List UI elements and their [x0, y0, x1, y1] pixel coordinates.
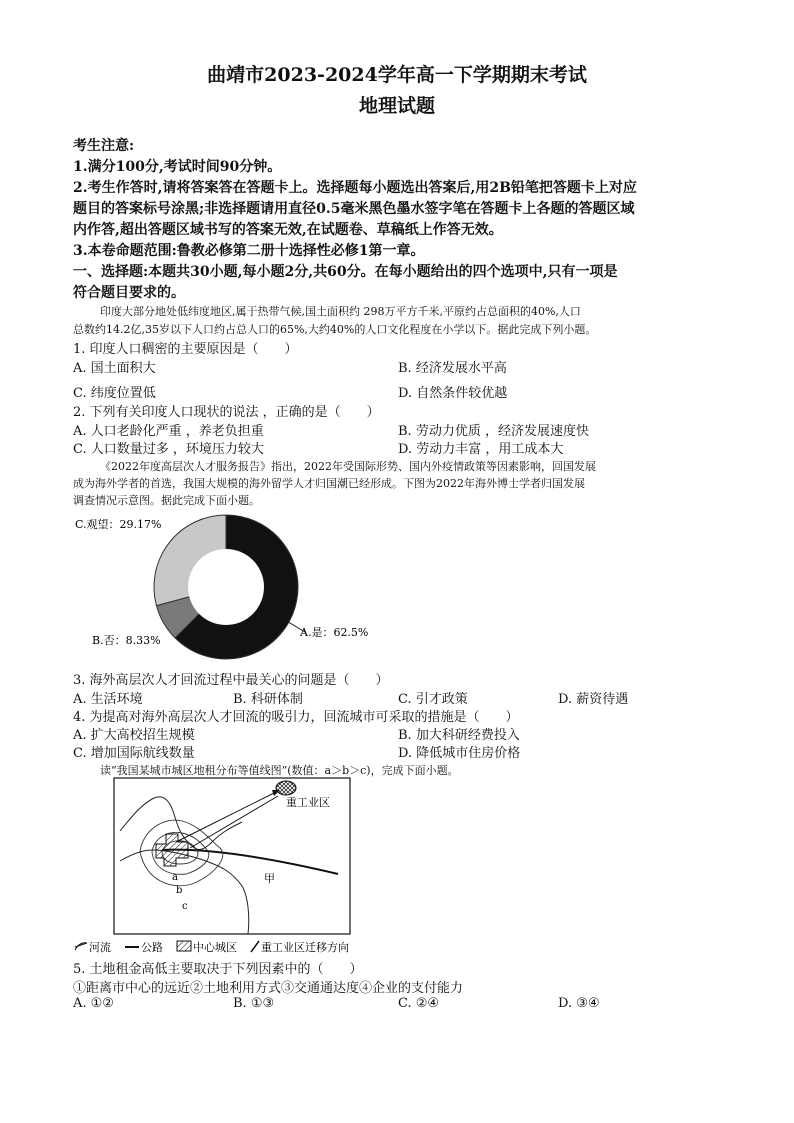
section-heading: 一、选择题:本题共30小题,每小题2分,共60分。在每小题给出的四个选项中,只有一项是: [73, 264, 618, 280]
notice-item: 1.满分100分,考试时间90分钟。: [73, 159, 282, 175]
passage-text: 读“我国某城市城区地租分布等值线图”(数值：a＞b＞c)，完成下面小题。: [100, 764, 459, 777]
contour-label-b: b: [176, 885, 183, 896]
option: B. 加大科研经费投入: [398, 728, 520, 743]
donut-hole: [188, 549, 264, 625]
legend-river: 河流: [89, 941, 111, 954]
option: C. ②④: [398, 996, 440, 1011]
migration-arrow: [190, 796, 278, 848]
passage-text: 调查情况示意图。据此完成下面小题。: [73, 494, 260, 507]
option: C. 人口数量过多 ，环境压力较大: [73, 442, 264, 457]
option: A. 国土面积大: [73, 361, 156, 376]
slice-label-c: C.观望：29.17%: [75, 518, 162, 531]
road-label: 甲: [264, 872, 275, 885]
river-main: [120, 850, 249, 934]
legend-migration: 重工业区迁移方向: [261, 941, 349, 954]
migration-legend-icon: [251, 941, 259, 952]
option: A. 扩大高校招生规模: [73, 728, 195, 743]
map-legend: [73, 938, 393, 956]
migration-arrow: [176, 792, 276, 842]
option: A. ①②: [73, 996, 114, 1011]
notice-item: 题目的答案标号涂黑;非选择题请用直径0.5毫米黑色墨水签字笔在答题卡上各题的答题区域: [73, 201, 635, 217]
passage-text: 总数约14.2亿,35岁以下人口约占总人口的65%,大约40%的人口文化程度在小学以下。据此完成下列小题。: [73, 323, 597, 336]
exam-subtitle: 地理试题: [358, 95, 435, 117]
option: D. 薪资待遇: [558, 692, 629, 707]
legend-road: 公路: [141, 941, 163, 954]
notice-item: 2.考生作答时,请将答案答在答题卡上。选择题每小题选出答案后,用2B铅笔把答题卡上对应: [73, 180, 637, 196]
question-factors: ①距离市中心的远近②土地利用方式③交通通达度④企业的支付能力: [73, 981, 464, 996]
option: D. 劳动力丰富 ，用工成本大: [398, 442, 564, 457]
option: C. 增加国际航线数量: [73, 746, 195, 761]
option: C. 纬度位置低: [73, 386, 156, 401]
question-stem: 2. 下列有关印度人口现状的说法 ，正确的是（ ）: [73, 405, 380, 420]
central-district-legend-icon: [177, 941, 191, 951]
donut-chart: [70, 510, 390, 670]
heavy-industry-label: 重工业区: [286, 796, 330, 809]
slice-label-a: A.是：62.5%: [300, 626, 369, 639]
option: C. 引才政策: [398, 692, 468, 707]
land-rent-contour-map: [112, 776, 352, 936]
notice-heading: 考生注意:: [73, 138, 135, 154]
passage-text: 成为海外学者的首选，我国大规模的海外留学人才归国潮已经形成。下图为2022年海外博士学者归国发展: [73, 477, 585, 490]
passage-text: 《2022年度高层次人才服务报告》指出，2022年受国际形势、国内外疫情政策等因素影响，回国发展: [100, 460, 596, 473]
option: B. 劳动力优质 ，经济发展速度快: [398, 424, 589, 439]
section-heading-cont: 符合题目要求的。: [73, 285, 185, 301]
option: B. ①③: [233, 996, 275, 1011]
option: B. 经济发展水平高: [398, 361, 507, 376]
question-stem: 4. 为提高对海外高层次人才回流的吸引力，回流城市可采取的措施是（ ）: [73, 710, 519, 725]
exam-title: 曲靖市2023-2024学年高一下学期期末考试: [207, 64, 587, 86]
heavy-industry-zone: [276, 781, 296, 795]
notice-item: 3.本卷命题范围:鲁教必修第二册十选择性必修1第一章。: [73, 243, 425, 259]
notice-item: 内作答,超出答题区域书写的答案无效,在试题卷、草稿纸上作答无效。: [73, 222, 503, 238]
contour-label-a: a: [172, 872, 178, 883]
option: A. 人口老龄化严重 ，养老负担重: [73, 424, 264, 439]
option: D. 降低城市住房价格: [398, 746, 521, 761]
option: B. 科研体制: [233, 692, 303, 707]
passage-text: 印度大部分地处低纬度地区,属于热带气候,国土面积约 298万平方千米,平原约占总面积的40%,人口: [100, 305, 581, 318]
contour-label-c: c: [182, 901, 188, 912]
option: D. ③④: [558, 996, 600, 1011]
question-stem: 3. 海外高层次人才回流过程中最关心的问题是（ ）: [73, 673, 389, 688]
option: D. 自然条件较优越: [398, 386, 508, 401]
legend-central: 中心城区: [193, 941, 237, 954]
question-stem: 1. 印度人口稠密的主要原因是（ ）: [73, 342, 298, 357]
question-stem: 5. 土地租金高低主要取决于下列因素中的（ ）: [73, 962, 363, 977]
slice-label-b: B.否：8.33%: [92, 634, 161, 647]
option: A. 生活环境: [73, 692, 143, 707]
